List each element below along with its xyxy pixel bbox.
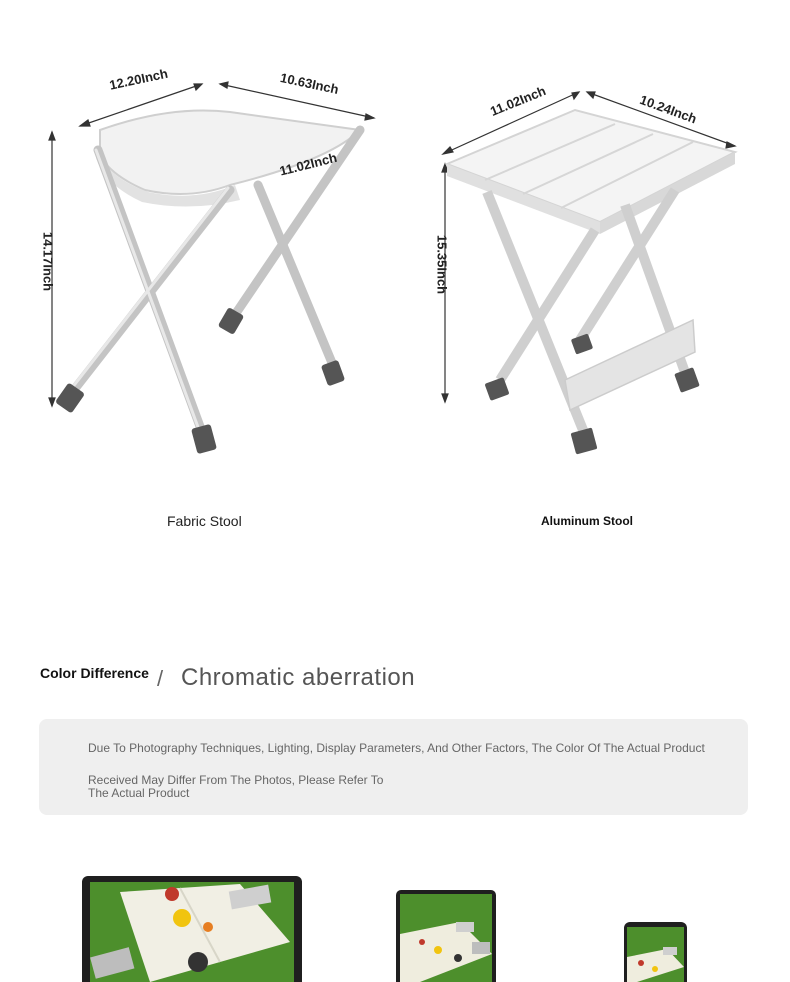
fabric-depth-label: 11.02Inch: [278, 149, 339, 179]
notice-line-3: The Actual Product: [88, 786, 190, 800]
title-separator: /: [157, 666, 164, 691]
aluminum-side-width-label: 10.24Inch: [637, 92, 699, 127]
fabric-stool-illustration: [30, 60, 390, 470]
tablet-screen-image: [396, 890, 496, 982]
aluminum-front-width-label: 11.02Inch: [488, 83, 548, 119]
color-difference-title: Color Difference: [40, 665, 149, 681]
fabric-front-width-label: 12.20Inch: [108, 65, 170, 93]
aluminum-height-label: 15.35Inch: [434, 234, 450, 295]
fabric-height-label: 14.17Inch: [40, 231, 56, 292]
chromatic-aberration-subtitle: Chromatic aberration: [181, 664, 416, 691]
aluminum-stool-caption: Aluminum Stool: [541, 514, 633, 528]
aluminum-stool-illustration: [425, 80, 755, 460]
fabric-stool-caption: Fabric Stool: [167, 513, 242, 529]
laptop-screen-image: [82, 876, 302, 982]
notice-line-1: Due To Photography Techniques, Lighting, Display Parameters, And Other Factors, The Color Of The Actual Product: [88, 741, 705, 755]
fabric-side-width-label: 10.63Inch: [278, 70, 340, 97]
color-notice-box: [39, 719, 748, 815]
notice-line-2: Received May Differ From The Photos, Please Refer To: [88, 773, 384, 787]
phone-screen-image: [624, 922, 687, 982]
